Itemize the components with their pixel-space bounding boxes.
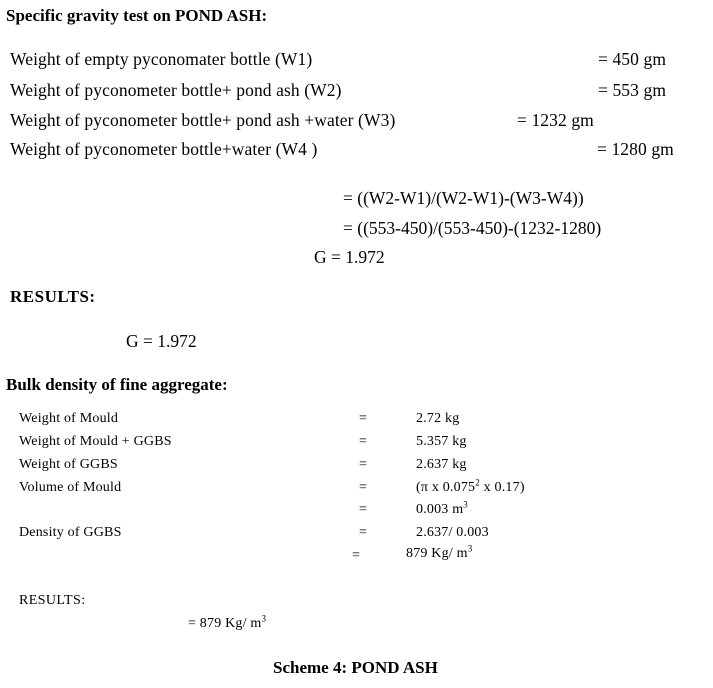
sg-result-line: G = 1.972	[314, 247, 385, 267]
bd-row-label-volume: Volume of Mould	[19, 480, 122, 495]
bd-row-label-density: Density of GGBS	[19, 525, 122, 540]
bd-row-eq-mould-ggbs: =	[359, 434, 368, 449]
sg-row-label-w1: Weight of empty pyconomater bottle (W1)	[10, 49, 313, 69]
sg-row-label-w3: Weight of pyconometer bottle+ pond ash +water (W3)	[10, 110, 396, 130]
bd-row-value-ggbs: 2.637 kg	[416, 457, 467, 472]
bd-row-eq-volume: =	[359, 480, 368, 495]
sg-results-value: G = 1.972	[126, 331, 197, 351]
bd-results-heading: RESULTS:	[19, 593, 86, 608]
sg-row-value-w2: = 553 gm	[598, 80, 667, 100]
bd-row-value-mould: 2.72 kg	[416, 411, 460, 426]
bd-row-eq-mould: =	[359, 411, 368, 426]
bd-row-eq-density: =	[359, 525, 368, 540]
scheme-caption: Scheme 4: POND ASH	[273, 658, 438, 677]
sg-formula-symbolic: = ((W2-W1)/(W2-W1)-(W3-W4))	[343, 188, 584, 208]
bd-row-value-density-result: 879 Kg/ $m^3$	[406, 543, 473, 561]
bd-row-label-mould-ggbs: Weight of Mould + GGBS	[19, 434, 172, 449]
sg-row-value-w1: = 450 gm	[598, 49, 667, 69]
bd-row-eq-density-result: =	[352, 548, 361, 563]
bd-row-value-density: 2.637/ 0.003	[416, 525, 489, 540]
sg-row-label-w4: Weight of pyconometer bottle+water (W4 )	[10, 139, 318, 159]
bd-row-eq-ggbs: =	[359, 457, 368, 472]
bd-row-value-volume-result: 0.003 $m^3$	[416, 499, 468, 517]
bd-row-value-mould-ggbs: 5.357 kg	[416, 434, 467, 449]
bd-row-value-volume: (π x 0.075$^2$ x 0.17)	[416, 477, 525, 495]
bd-row-eq-volume-result: =	[359, 502, 368, 517]
specific-gravity-heading: Specific gravity test on POND ASH:	[6, 6, 268, 25]
bd-results-value: = 879 Kg/ $m^3$	[188, 613, 267, 631]
sg-results-heading: RESULTS:	[10, 287, 96, 306]
sg-row-label-w2: Weight of pyconometer bottle+ pond ash (W2)	[10, 80, 342, 100]
sg-formula-numeric: = ((553-450)/(553-450)-(1232-1280)	[343, 218, 602, 238]
sg-row-value-w3: = 1232 gm	[517, 110, 594, 130]
bulk-density-heading: Bulk density of fine aggregate:	[6, 375, 228, 394]
bd-row-label-mould: Weight of Mould	[19, 411, 119, 426]
bd-row-label-ggbs: Weight of GGBS	[19, 457, 118, 472]
sg-row-value-w4: = 1280 gm	[597, 139, 674, 159]
